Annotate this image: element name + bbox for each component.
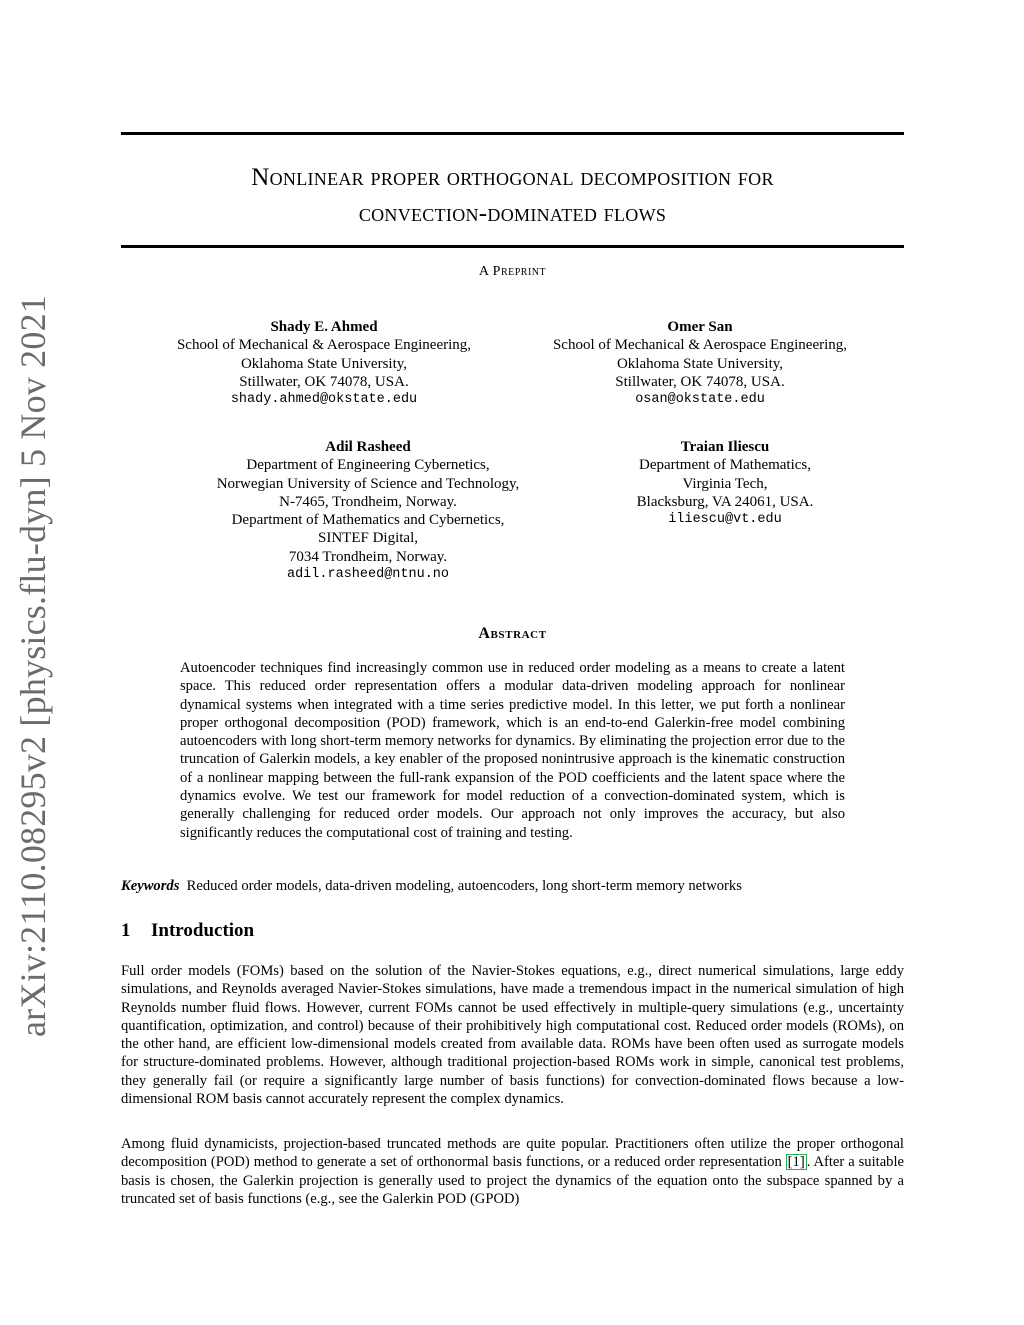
arxiv-identifier-stamp: [8, 295, 58, 1037]
paper-title-line-2: convection-dominated flows: [358, 200, 667, 227]
author-block: [168, 438, 568, 584]
keywords-line: [121, 877, 904, 895]
author-affiliation-line: Department of Mathematics,: [638, 457, 812, 474]
author-email[interactable]: iliescu@vt.edu: [668, 512, 782, 528]
author-block: [124, 318, 524, 409]
author-block: [500, 318, 900, 409]
section-number: 1: [121, 920, 131, 941]
keywords-text: Reduced order models, data-driven modeling, autoencoders, long short-term memory networks: [186, 878, 742, 894]
author-name: Traian Iliescu: [680, 439, 770, 455]
author-email[interactable]: adil.rasheed@ntnu.no: [286, 567, 450, 583]
paper-title: [121, 160, 904, 232]
section-title: Introduction: [151, 920, 255, 941]
author-affiliation-line: Stillwater, OK 74078, USA.: [615, 373, 785, 390]
author-affiliation-line: Oklahoma State University,: [240, 355, 408, 372]
author-affiliation-line: Norwegian University of Science and Technology,: [216, 475, 520, 492]
author-block: [525, 438, 925, 529]
citation-link[interactable]: [1]: [787, 1154, 805, 1171]
author-affiliation-line: 7034 Trondheim, Norway.: [288, 548, 448, 565]
section-heading: [121, 920, 904, 942]
title-top-rule: [121, 132, 904, 135]
intro-paragraph-1: Full order models (FOMs) based on the solution of the Navier-Stokes equations, e.g., direct numerical simulations, large eddy simulations, and Reynolds averaged Navier-Stokes simulations, have made a tremendous impact in the numerical simulation of high Reynolds number fluid flows. However, current FOMs cannot be used effectively in multiple-query simulations (e.g., uncertainty quantification, optimization, and control) because of their prohibitively high computational cost. Reduced order models (ROMs), on the other hand, are efficient low-dimensional models created from available data. ROMs have been often used as surrogate models for structure-dominated problems. However, although traditional projection-based ROMs work in simple, canonical test problems, they generally fail (or require a significantly large number of basis functions) for convection-dominated flows because a low-dimensional ROM basis cannot accurately represent the complex dynamics.: [121, 963, 904, 1108]
paragraph-text: . After a suitable basis is chosen, the Galerkin projection is generally used to project the dynamics of the equation onto the subspace spanned by a truncated set of basis functions (e.g., see the Galerkin POD (GPOD): [121, 1154, 904, 1207]
author-affiliation-line: Virginia Tech,: [682, 475, 768, 492]
author-affiliation-line: SINTEF Digital,: [318, 530, 418, 547]
author-affiliation-line: Department of Engineering Cybernetics,: [246, 457, 490, 474]
author-affiliation-line: Department of Mathematics and Cybernetics,: [231, 512, 505, 529]
arxiv-identifier-text: arXiv:2110.08295v2 [physics.flu-dyn] 5 Nov 2021: [13, 295, 53, 1037]
intro-paragraph-2: [121, 1135, 904, 1208]
author-affiliation-line: N-7465, Trondheim, Norway.: [279, 493, 457, 510]
author-email[interactable]: shady.ahmed@okstate.edu: [230, 392, 418, 408]
author-affiliation-line: Blacksburg, VA 24061, USA.: [636, 493, 814, 510]
title-bottom-rule: [121, 245, 904, 248]
preprint-label: A Preprint: [478, 264, 547, 279]
author-affiliation-line: Stillwater, OK 74078, USA.: [239, 373, 409, 390]
author-affiliation-line: School of Mechanical & Aerospace Engineering,: [552, 337, 848, 354]
paper-title-line-1: Nonlinear proper orthogonal decomposition for: [251, 164, 774, 191]
keywords-label: Keywords: [121, 878, 180, 894]
abstract-heading: Abstract: [478, 625, 547, 642]
author-name: Shady E. Ahmed: [270, 319, 378, 335]
abstract-text: Autoencoder techniques find increasingly common use in reduced order modeling as a means to create a latent space. This reduced order representation offers a modular data-driven modeling approach for nonlinear dynamical systems when integrated with a time series predictive model. In this letter, we put forth a nonlinear proper orthogonal decomposition (POD) framework, which is an end-to-end Galerkin-free model combining autoencoders with long short-term memory networks for dynamics. By eliminating the projection error due to the truncation of Galerkin models, a key enabler of the proposed nonintrusive approach is the kinematic construction of a nonlinear mapping between the full-rank expansion of the POD coefficients and the latent space where the dynamics evolve. We test our framework for model reduction of a convection-dominated system, which is generally challenging for reduced order models. Our approach not only improves the accuracy, but also significantly reduces the computational cost of training and testing.: [180, 660, 845, 841]
paragraph-text: Among fluid dynamicists, projection-based truncated methods are quite popular. Practitioners often utilize the proper orthogonal decomposition (POD) method to generate a set of orthonormal basis functions, or a reduced order representation: [121, 1136, 904, 1171]
author-affiliation-line: School of Mechanical & Aerospace Engineering,: [176, 337, 472, 354]
author-name: Adil Rasheed: [325, 439, 411, 455]
author-affiliation-line: Oklahoma State University,: [616, 355, 784, 372]
author-name: Omer San: [667, 319, 733, 335]
author-email[interactable]: osan@okstate.edu: [635, 392, 765, 408]
